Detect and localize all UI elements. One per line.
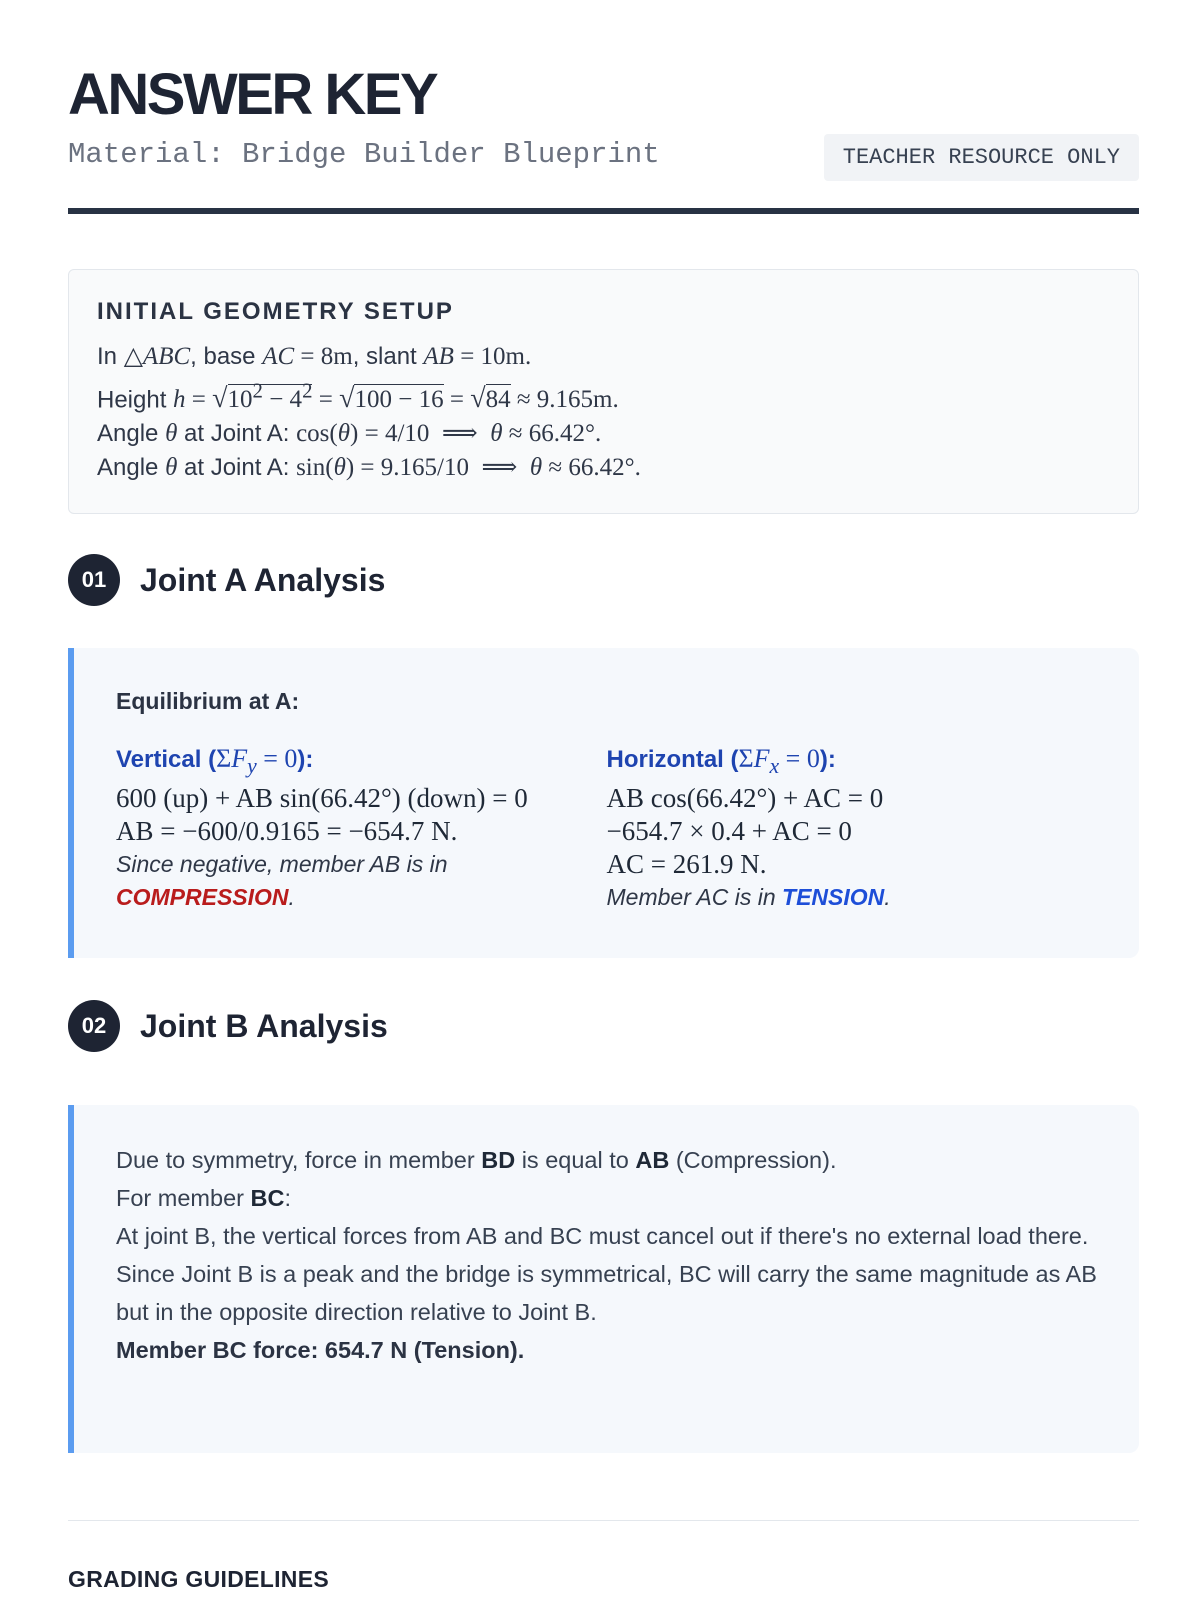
member-bc-force-result: Member BC force: 654.7 N (Tension). [116, 1337, 525, 1363]
joint-a-card [68, 648, 1139, 958]
horizontal-conclusion: Member AC is in TENSION. [606, 884, 891, 911]
compression-label: COMPRESSION [116, 884, 289, 911]
vertical-column [116, 743, 607, 914]
section-number-badge: 02 [68, 1000, 120, 1052]
horizontal-equation-2: −654.7 × 0.4 + AC = 0 [606, 816, 852, 847]
header-divider [68, 208, 1139, 214]
symmetry-paragraph: Due to symmetry, force in member BD is equal to AB (Compression). [116, 1147, 837, 1173]
setup-line-height: Height $h = √10^2 - 4^2 = √100 - 16 = √84 \approx 9.165m$. [97, 379, 619, 415]
vertical-conclusion: Since negative, member AB is in COMPRESSION. [116, 851, 448, 911]
section-joint-a-header [68, 554, 385, 606]
section-title: Joint B Analysis [140, 1007, 388, 1044]
peak-symmetry-paragraph: Since Joint B is a peak and the bridge is symmetrical, BC will carry the same magnitude as AB but in the opposite direction relative to Joint B. [116, 1261, 1097, 1325]
teacher-resource-badge: TEACHER RESOURCE ONLY [824, 134, 1139, 181]
material-subtitle: Material: Bridge Builder Blueprint [68, 138, 660, 171]
section-joint-b-header [68, 1000, 388, 1052]
member-bc-intro: For member BC: [116, 1185, 291, 1211]
geometry-setup-box [68, 269, 1139, 514]
vertical-equation-2: AB = −600/0.9165 = −654.7 N. [116, 816, 458, 847]
horizontal-equation-1: AB cos(66.42°) + AC = 0 [606, 783, 884, 814]
page-title: ANSWER KEY [68, 62, 437, 127]
header [68, 62, 1139, 171]
equilibrium-title: Equilibrium at A: [116, 688, 300, 714]
vertical-heading: Vertical $(\Sigma F_y = 0)$: [116, 744, 314, 779]
section-number-badge: 01 [68, 554, 120, 606]
setup-line-cos: Angle θ at Joint A: cos(θ) = 4/10 ⟹ θ ≈ 66.42°. [97, 420, 602, 448]
horizontal-column [607, 743, 1098, 914]
setup-line-base: In △ABC, base AC = 8m, slant AB = 10m. [97, 343, 532, 370]
horizontal-heading: Horizontal $(\Sigma F_x = 0)$: [606, 744, 836, 779]
footer-divider [68, 1520, 1139, 1521]
section-title: Joint A Analysis [140, 561, 386, 598]
joint-b-card [68, 1105, 1139, 1453]
grading-guidelines-title: GRADING GUIDELINES [68, 1566, 329, 1592]
vertical-equation-1: 600 (up) + AB sin(66.42°) (down) = 0 [116, 783, 528, 814]
horizontal-equation-3: AC = 261.9 N. [606, 849, 767, 880]
vertical-forces-paragraph: At joint B, the vertical forces from AB and BC must cancel out if there's no external load there. [116, 1223, 1089, 1249]
setup-line-sin: Angle θ at Joint A: sin(θ) = 9.165/10 ⟹ θ ≈ 66.42°. [97, 454, 641, 482]
tension-label: TENSION [782, 884, 885, 911]
setup-title: INITIAL GEOMETRY SETUP [97, 298, 454, 325]
